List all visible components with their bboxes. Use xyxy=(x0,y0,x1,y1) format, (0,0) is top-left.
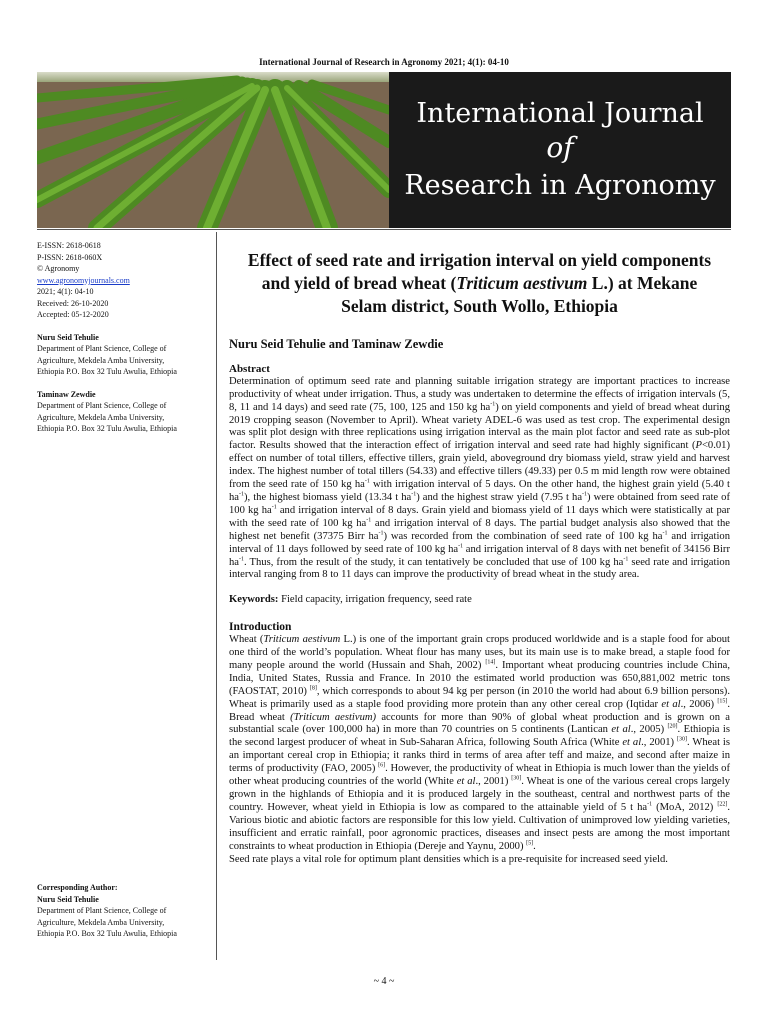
wheat-field-photo xyxy=(37,72,389,228)
received-date: Received: 26-10-2020 xyxy=(37,298,109,308)
abstract-text: Determination of optimum seed rate and planning suitable irrigation strategy are important practices to increase productivity of wheat under irrigation. Thus, a study was undertaken to determine the effects of irrigation intervals (5, 8, 11 and 14 days) and seed rate (75, 100, 125 and 150 kg $ha^{-1}$) on yield components and yield of bread wheat during 2019 cropping season (November to April). Wheat variety ADEL-6 was used as test crop. The experimental design was split plot design with three replications using irrigation interval as the main plot factor and seed rate as sub-plot factor. Results showed that the interaction effect of irrigation interval and seed rate had highly significant (P<0.01) effect on number of total tillers, effective tillers, grain yield, aboveground dry biomass yield, straw yield and harvest index. The highest number of total tillers (54.33) and effective tillers (49.33) per 0.5 m mid length row were obtained from the seed rate of 150 kg $ha^{-1}$ with irrigation interval of 5 days. On the other hand, the highest grain yield (5.40 t $ha^{-1}$), the highest biomass yield (13.34 t $ha^{-1}$) and the highest straw yield (7.95 t $ha^{-1}$) were obtained from seed rate of 100 kg $ha^{-1}$ and irrigation interval of 8 days. Grain yield and biomass yield of 11 days which were statistically at par with the seed rate of 100 kg $ha^{-1}$ and irrigation interval of 8 days. The partial budget analysis also showed that the highest net benefit (37375 Birr $ha^{-1}$) was recorded from the combination of seed rate of 100 kg $ha^{-1}$ and irrigation interval of 11 days followed by seed rate of 100 kg $ha^{-1}$ and irrigation interval of 8 days with net benefit of 34156 Birr $ha^{-1}$. Thus, from the result of the study, it can tentatively be concluded that use of 100 kg $ha^{-1}$ seed rate and irrigation interval ranging from 8 to 11 days can improve the productivity of bread wheat in the study area. xyxy=(229,375,730,581)
author-affiliation-2 xyxy=(37,389,209,435)
accepted-date: Accepted: 05-12-2020 xyxy=(37,310,109,319)
author-name: Taminaw Zewdie xyxy=(37,389,96,399)
masthead-line-1: International Journal xyxy=(416,98,704,129)
introduction-text xyxy=(229,634,730,866)
author-affiliation: Department of Plant Science, College of Agriculture, Mekdela Amba University, Ethiopia P.O. Box 32 Tulu Awulia, Ethiopia xyxy=(37,344,177,376)
corresponding-label: Corresponding Author: xyxy=(37,883,118,892)
pissn: P-ISSN: 2618-060X xyxy=(37,252,103,262)
header-rule xyxy=(37,229,731,230)
journal-masthead xyxy=(389,72,731,228)
corresponding-author xyxy=(37,882,209,940)
sidebar xyxy=(37,240,209,435)
masthead-line-3: Research in Agronomy xyxy=(404,170,716,201)
issue-info: 2021; 4(1): 04-10 xyxy=(37,287,94,296)
abstract-heading: Abstract xyxy=(229,362,270,375)
journal-website-link[interactable]: www.agronomyjournals.com xyxy=(37,275,130,285)
intro-paragraph: Wheat (Triticum aestivum L.) is one of the important grain crops produced worldwide and is a staple food for about one third of the world’s population. Wheat flour has many uses, but its main use is to make bread, a staple food for many people around the world (Hussain and Shah, 2002) [14]. Important wheat producing countries include China, India, United States, Russia and France. In 2010 the estimated world production was 650,881,002 metric tons (FAOSTAT, 2010) [8], which corresponds to about 94 kg per person (in 2010 the world had about 6.9 billion persons). Wheat is primarily used as a staple food providing more protein than any other cereal crop (Iqtidar et al., 2006) [15]. Bread wheat (Triticum aestivum) accounts for more than 90% of global wheat production and is grown on a substantial scale (over 100,000 ha) in more than 70 countries on 5 continents (Lantican et al., 2005) [20]. Ethiopia is the second largest producer of wheat in Sub-Saharan Africa, following South Africa (White et al., 2001) [30]. Wheat is an important cereal crop in Ethiopia; it ranks third in terms of area after teff and maize, and second after maize in terms of productivity (FAO, 2005) [6]. However, the productivity of wheat in Ethiopia is much lower than the yields of other wheat producing countries of the world (White et al., 2001) [30]. Wheat is one of the various cereal crops largely grown in the highlands of Ethiopia and it is produced largely in the southeast, central and northwest parts of the country. However, wheat yield in Ethiopia is low as compared to the attainable yield of 5 t $ha^{-1}$ (MoA, 2012) [22]. Various biotic and abiotic factors are responsible for this low yield. Cultivation of unimproved low yielding varieties, insufficient and erratic rainfall, poor agronomic practices, diseases and insect pests are among the most important constraints to wheat production in Ethiopia (Dereje and Yaynu, 2000) [5]. xyxy=(229,634,731,852)
corresponding-name: Nuru Seid Tehulie xyxy=(37,894,99,904)
paper-authors: Nuru Seid Tehulie and Taminaw Zewdie xyxy=(229,337,444,351)
masthead-line-2: of xyxy=(546,131,574,164)
journal-banner xyxy=(37,72,731,228)
running-head: International Journal of Research in Agronomy 2021; 4(1): 04-10 xyxy=(259,57,509,67)
author-affiliation: Department of Plant Science, College of Agriculture, Mekdela Amba University, Ethiopia P.O. Box 32 Tulu Awulia, Ethiopia xyxy=(37,401,177,433)
copyright: © Agronomy xyxy=(37,264,80,273)
author-name: Nuru Seid Tehulie xyxy=(37,332,99,342)
author-affiliation-1 xyxy=(37,332,209,378)
publication-meta xyxy=(37,240,209,321)
article-body xyxy=(229,249,730,866)
eissn: E-ISSN: 2618-0618 xyxy=(37,241,101,250)
corresponding-affiliation: Department of Plant Science, College of Agriculture, Mekdela Amba University, Ethiopia P.O. Box 32 Tulu Awulia, Ethiopia xyxy=(37,906,177,938)
intro-paragraph: Seed rate plays a vital role for optimum plant densities which is a pre-requisite for increased seed yield. xyxy=(229,853,668,865)
keywords xyxy=(229,594,730,607)
column-divider xyxy=(216,232,217,960)
keywords-text: Field capacity, irrigation frequency, seed rate xyxy=(281,594,472,606)
keywords-label: Keywords: xyxy=(229,594,279,606)
introduction-heading: Introduction xyxy=(229,621,292,634)
page-number: ~ 4 ~ xyxy=(373,976,395,987)
paper-title: Effect of seed rate and irrigation interval on yield components and yield of bread wheat (Triticum aestivum L.) at Mekane Selam district, South Wollo, Ethiopia xyxy=(247,250,712,316)
